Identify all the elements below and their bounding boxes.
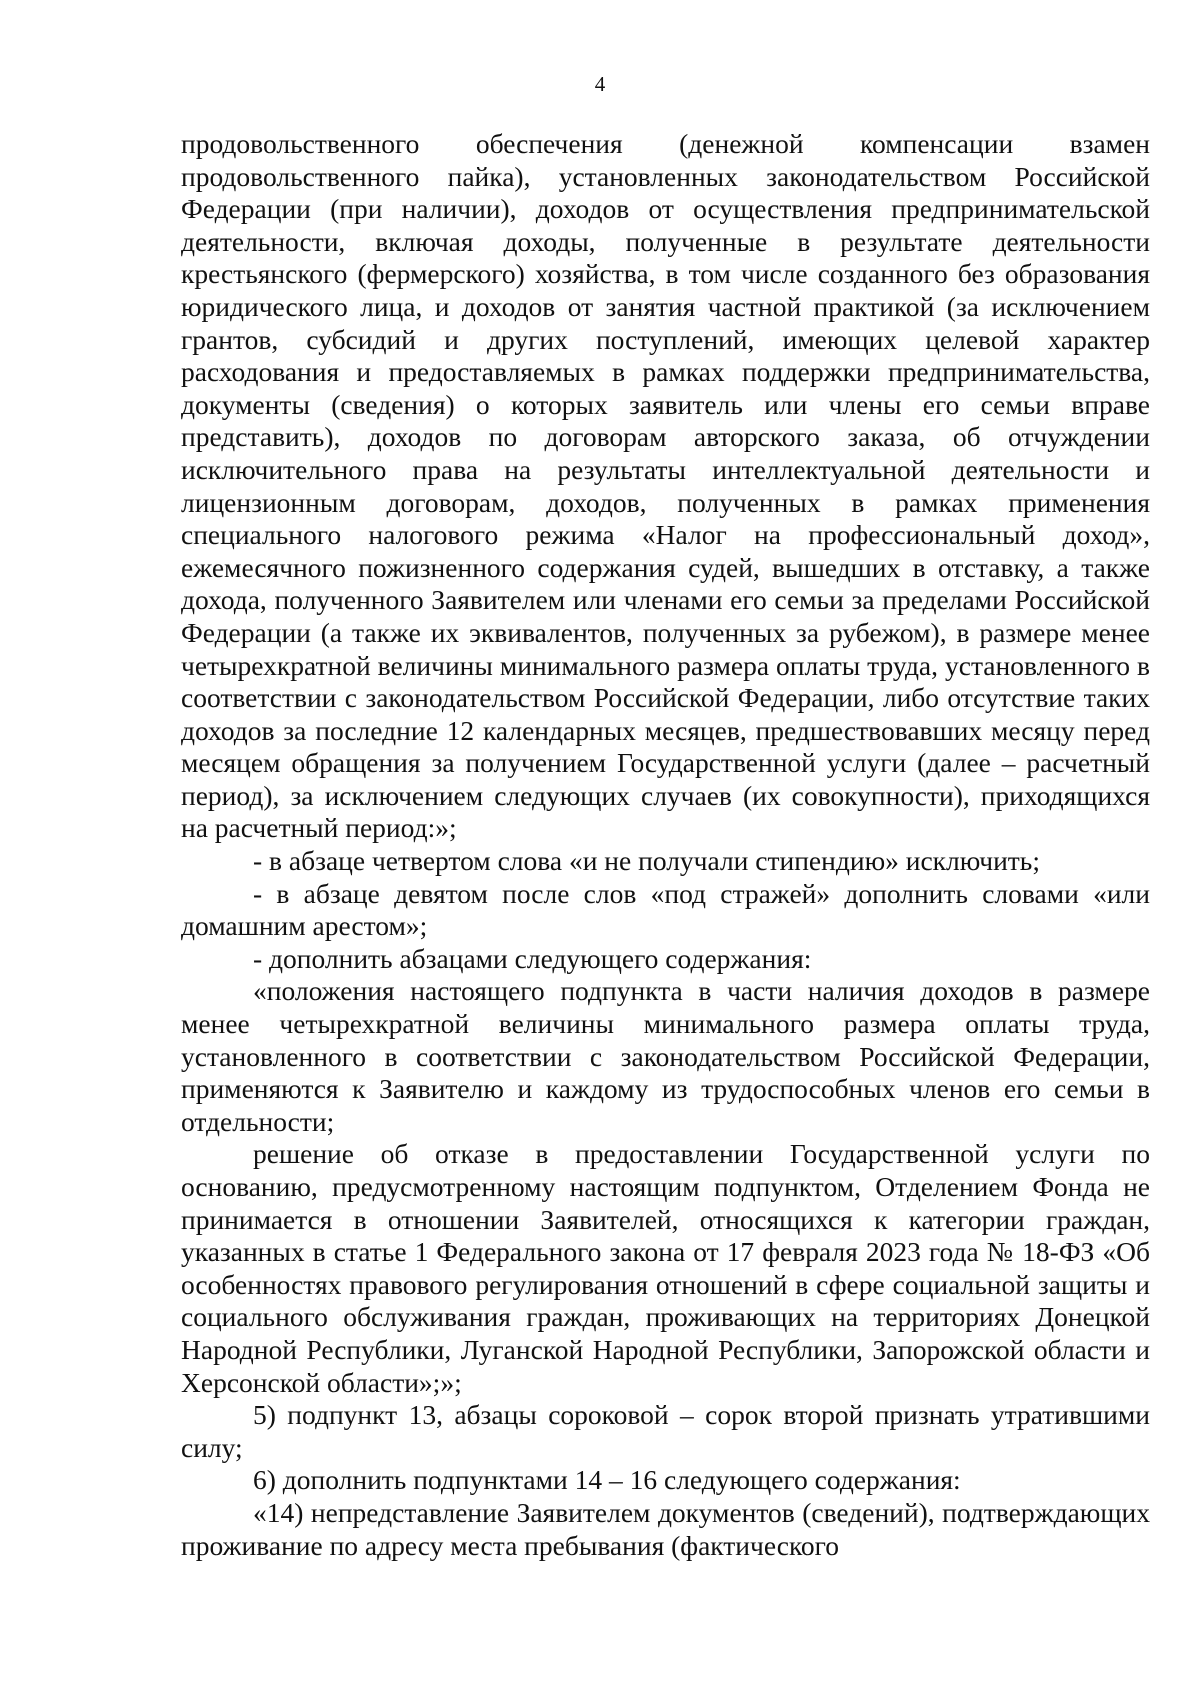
paragraph-add-intro: - дополнить абзацами следующего содержания: bbox=[253, 942, 812, 974]
paragraph-amendment-fourth: - в абзаце четвертом слова «и не получали стипендию» исключить; bbox=[253, 845, 1040, 877]
page-number: 4 bbox=[594, 72, 606, 96]
paragraph-item-6: 6) дополнить подпунктами 14 – 16 следующего содержания: bbox=[253, 1464, 961, 1496]
paragraph-amendment-ninth: - в абзаце девятом после слов «под стражей» дополнить словами «или домашним арестом»; bbox=[181, 877, 1150, 942]
paragraph-refusal-decision: решение об отказе в предоставлении Государственной услуги по основанию, предусмотренному настоящим подпунктом, Отделением Фонда не принимается в отношении Заявителей, относящихся к категории граждан, указанных в статье 1 Федерального закона от 17 февраля 2023 года № 18-ФЗ «Об особенностях правового регулирования отношений в сфере социальной защиты и социального обслуживания граждан, проживающих на территориях Донецкой Народной Республики, Луганской Народной Республики, Запорожской области и Херсонской области»;»; bbox=[181, 1138, 1150, 1398]
paragraph-subitem-14: «14) непредставление Заявителем документов (сведений), подтверждающих проживание по адресу места пребывания (фактического bbox=[181, 1496, 1150, 1561]
paragraph-income-list: продовольственного обеспечения (денежной компенсации взамен продовольственного пайка), установленных законодательством Российской Федерации (при наличии), доходов от осуществления предпринимательской деятельности, включая доходы, полученные в результате деятельности крестьянского (фермерского) хозяйства, в том числе созданного без образования юридического лица, и доходов от занятия частной практикой (за исключением грантов, субсидий и других поступлений, имеющих целевой характер расходования и предоставляемых в рамках поддержки предпринимательства, документы (сведения) о которых заявитель или члены его семьи вправе представить), доходов по договорам авторского заказа, об отчуждении исключительного права на результаты интеллектуальной деятельности и лицензионным договорам, доходов, полученных в рамках применения специального налогового режима «Налог на профессиональный доход», ежемесячного пожизненного содержания судей, вышедших в отставку, а также дохода, полученного Заявителем или членами его семьи за пределами Российской Федерации (а также их эквивалентов, полученных за рубежом), в размере менее четырехкратной величины минимального размера оплаты труда, установленного в соответствии с законодательством Российской Федерации, либо отсутствие таких доходов за последние 12 календарных месяцев, предшествовавших месяцу перед месяцем обращения за получением Государственной услуги (далее – расчетный период), за исключением следующих случаев (их совокупности), приходящихся на расчетный период:»; bbox=[181, 128, 1150, 844]
document-body bbox=[181, 128, 1150, 1562]
paragraph-item-5: 5) подпункт 13, абзацы сороковой – сорок второй признать утратившими силу; bbox=[181, 1399, 1150, 1463]
paragraph-provisions: «положения настоящего подпункта в части наличия доходов в размере менее четырехкратной величины минимального размера оплаты труда, установленного в соответствии с законодательством Российской Федерации, применяются к Заявителю и каждому из трудоспособных членов его семьи в отдельности; bbox=[181, 975, 1150, 1137]
